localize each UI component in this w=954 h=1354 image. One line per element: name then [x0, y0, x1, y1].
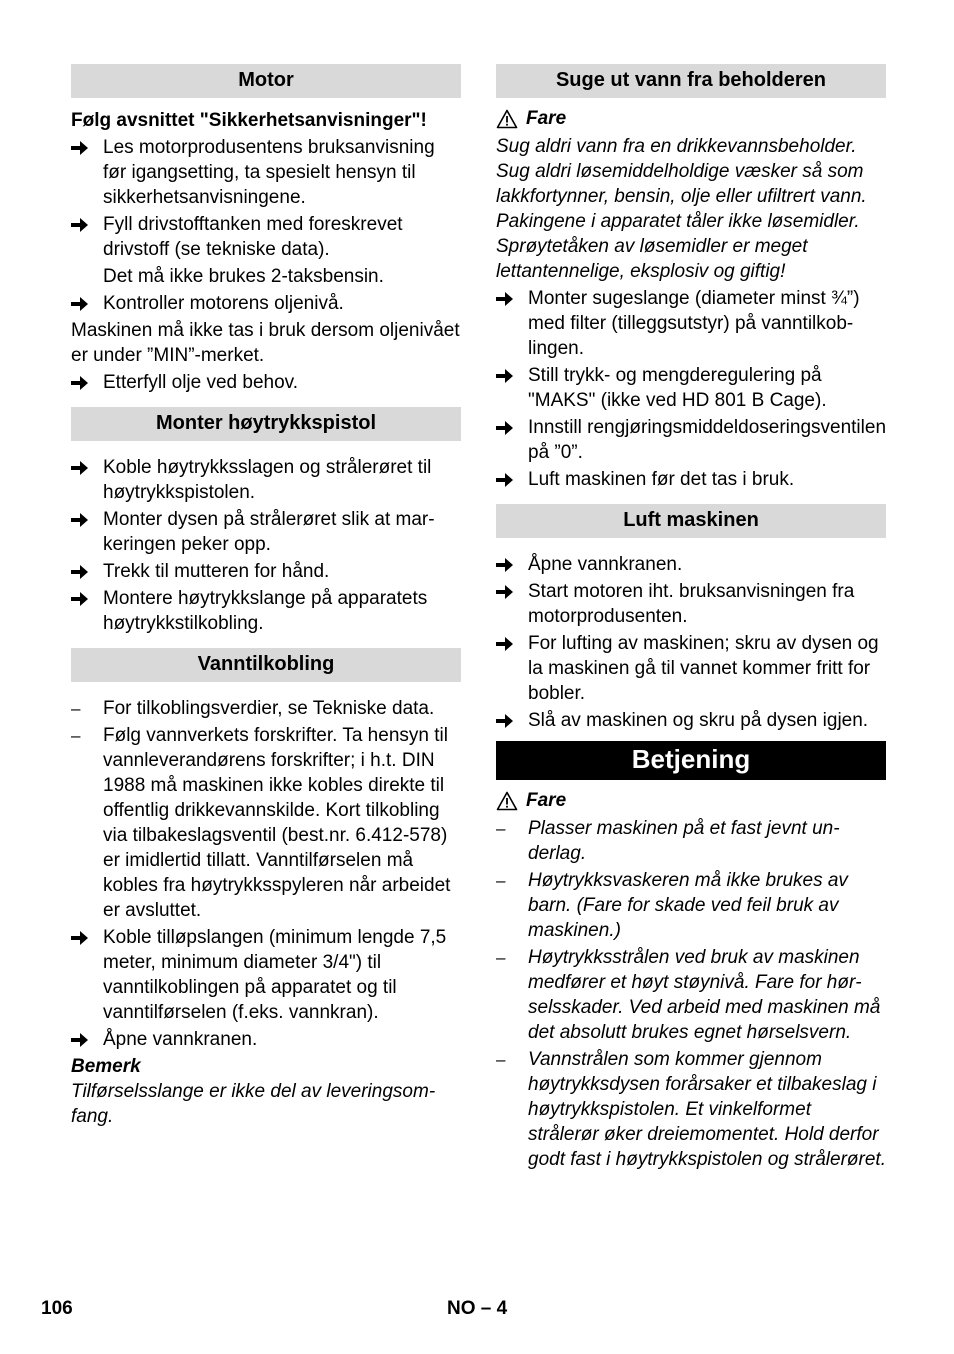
list-item — [496, 816, 886, 866]
list-item-text: Plasser maskinen på et fast jevnt underlag. — [528, 818, 840, 864]
list-item — [71, 1027, 461, 1052]
list-item — [496, 945, 886, 1045]
arrow-right-icon — [496, 467, 522, 488]
page-number: 106 — [41, 1298, 73, 1319]
warning-label-text: Fare — [526, 108, 567, 129]
dash-bullet: – — [496, 871, 506, 890]
arrow-right-icon — [496, 631, 522, 652]
list-item-text: Fyll drivstofftanken med foreskrevet drivstoff (se tekniske data). — [103, 214, 403, 260]
list-item — [71, 212, 461, 262]
section-heading-suction: Suge ut vann fra beholderen — [496, 64, 886, 98]
left-column — [71, 64, 461, 1131]
arrow-right-icon — [71, 291, 97, 312]
arrow-right-icon — [71, 1027, 97, 1048]
list-item-text: For tilkoblingsverdier, se Tekniske data. — [103, 698, 435, 719]
list-item — [496, 363, 886, 413]
warning-label-text: Fare — [526, 790, 567, 811]
list-item-text: Still trykk- og mengderegulering på "MAKS" (ikke ved HD 801 B Cage). — [528, 365, 827, 411]
list-item — [71, 925, 461, 1025]
warning-triangle-icon — [496, 109, 518, 129]
arrow-right-icon — [71, 559, 97, 580]
arrow-right-icon — [71, 925, 97, 946]
arrow-right-icon — [496, 579, 522, 600]
list-item — [71, 723, 461, 923]
note-text: Tilførselsslange er ikke del av leveringsomfang. — [71, 1081, 436, 1127]
warning-label — [496, 106, 886, 131]
list-item — [71, 696, 461, 721]
motor-intro: Følg avsnittet "Sikkerhetsanvisninger"! — [71, 110, 427, 131]
list-item-text: Kontroller motorens oljenivå. — [103, 293, 344, 314]
arrow-right-icon — [71, 455, 97, 476]
list-item-text: Vannstrålen som kommer gjennom høytrykksdysen forårsaker et tilbakeslag i høytrykkspistolen. Et vinkelformet strålerør øker dreiemomentet. Hold derfor godt fast i høytrykkspistolen og strålerøret. — [528, 1049, 886, 1170]
list-item-text: Åpne vannkranen. — [103, 1029, 258, 1050]
list-item — [496, 286, 886, 361]
list-item — [496, 631, 886, 706]
list-item-text: Slå av maskinen og skru på dysen igjen. — [528, 710, 869, 731]
motor-step2-note: Det må ikke brukes 2-taksbensin. — [103, 266, 384, 287]
list-item-text: Åpne vannkranen. — [528, 554, 683, 575]
dash-bullet: – — [71, 699, 81, 718]
right-column — [496, 64, 886, 1174]
list-item-text: Start motoren iht. bruksanvisningen fra motorprodusenten. — [528, 581, 855, 627]
list-item — [71, 559, 461, 584]
warning-label — [496, 788, 886, 813]
arrow-right-icon — [71, 370, 97, 391]
list-item — [496, 1047, 886, 1172]
section-heading-pistol: Monter høytrykkspistol — [71, 407, 461, 441]
arrow-right-icon — [496, 415, 522, 436]
list-item-text: Luft maskinen før det tas i bruk. — [528, 469, 795, 490]
arrow-right-icon — [496, 552, 522, 573]
list-item — [496, 868, 886, 943]
list-item — [71, 370, 461, 395]
list-item-text: Monter dysen på strålerøret slik at markeringen peker opp. — [103, 509, 435, 555]
arrow-right-icon — [496, 286, 522, 307]
list-item — [496, 467, 886, 492]
arrow-right-icon — [71, 586, 97, 607]
warning-triangle-icon — [496, 791, 518, 811]
note-label: Bemerk — [71, 1056, 141, 1077]
list-item — [71, 455, 461, 505]
dash-bullet: – — [496, 948, 506, 967]
list-item-text: Montere høytrykkslange på apparatets høytrykkstilkobling. — [103, 588, 428, 634]
list-item-text: Trekk til mutteren for hånd. — [103, 561, 330, 582]
list-item-text: Les motorprodusentens bruksanvisning før igangsetting, ta spesielt hensyn til sikkerhetsanvisningene. — [103, 137, 435, 208]
list-item — [496, 708, 886, 733]
section-footer: NO – 4 — [447, 1298, 508, 1319]
list-item — [496, 415, 886, 465]
arrow-right-icon — [71, 135, 97, 156]
list-item — [71, 586, 461, 636]
warning-text: Sug aldri vann fra en drikkevannsbeholder. Sug aldri løsemiddelholdige væsker så som lakkfortynner, bensin, olje eller ufiltrert vann. Pakingene i apparatet tåler ikke løsemidler. Sprøytetåken av løsemidler er meget lettantennelige, eksplosiv og giftig! — [496, 136, 867, 282]
list-item — [496, 579, 886, 629]
dash-bullet: – — [71, 726, 81, 745]
dash-bullet: – — [496, 819, 506, 838]
motor-paragraph: Maskinen må ikke tas i bruk dersom oljenivået er under ”MIN”-merket. — [71, 320, 460, 366]
arrow-right-icon — [496, 363, 522, 384]
list-item-text: Innstill rengjøringsmiddeldoseringsventilen på ”0”. — [528, 417, 887, 463]
arrow-right-icon — [71, 212, 97, 233]
chapter-heading-betjening: Betjening — [496, 741, 886, 780]
arrow-right-icon — [71, 507, 97, 528]
dash-bullet: – — [496, 1050, 506, 1069]
list-item-text: Etterfyll olje ved behov. — [103, 372, 299, 393]
list-item-text: Monter sugeslange (diameter minst ¾”) med filter (tilleggsutstyr) på vanntilkoblingen. — [528, 288, 860, 359]
list-item — [496, 552, 886, 577]
list-item-text: Koble høytrykksslagen og strålerøret til høytrykkspistolen. — [103, 457, 432, 503]
list-item — [71, 507, 461, 557]
list-item-text: Koble tilløpslangen (minimum lengde 7,5 meter, minimum diameter 3/4") til vanntilkoblingen på apparatet og til vanntilførselen (f.eks. vannkran). — [103, 927, 447, 1023]
list-item — [71, 135, 461, 210]
list-item-text: For lufting av maskinen; skru av dysen og la maskinen gå til vannet kommer fritt for bobler. — [528, 633, 879, 704]
section-heading-bleed: Luft maskinen — [496, 504, 886, 538]
arrow-right-icon — [496, 708, 522, 729]
list-item — [71, 291, 461, 316]
list-item-text: Følg vannverkets forskrifter. Ta hensyn til vannleverandørens forskrifter; i h.t. DIN 1988 må maskinen ikke kobles direkte til offentlig drikkevannskilde. Kort tilkobling via tilbakeslagsventil (best.nr. 6.412-578) er imidlertid tillatt. Vanntilførselen må kobles fra høytrykksspyleren når arbeidet er avsluttet. — [103, 725, 451, 921]
list-item-text: Høytrykksstrålen ved bruk av maskinen medfører et høyt støynivå. Fare for hørselsskader. Ved arbeid med maskinen må det absolutt brukes egnet hørselsvern. — [528, 947, 881, 1043]
section-heading-motor: Motor — [71, 64, 461, 98]
section-heading-water: Vanntilkobling — [71, 648, 461, 682]
list-item-text: Høytrykksvaskeren må ikke brukes av barn. (Fare for skade ved feil bruk av maskinen.) — [528, 870, 848, 941]
